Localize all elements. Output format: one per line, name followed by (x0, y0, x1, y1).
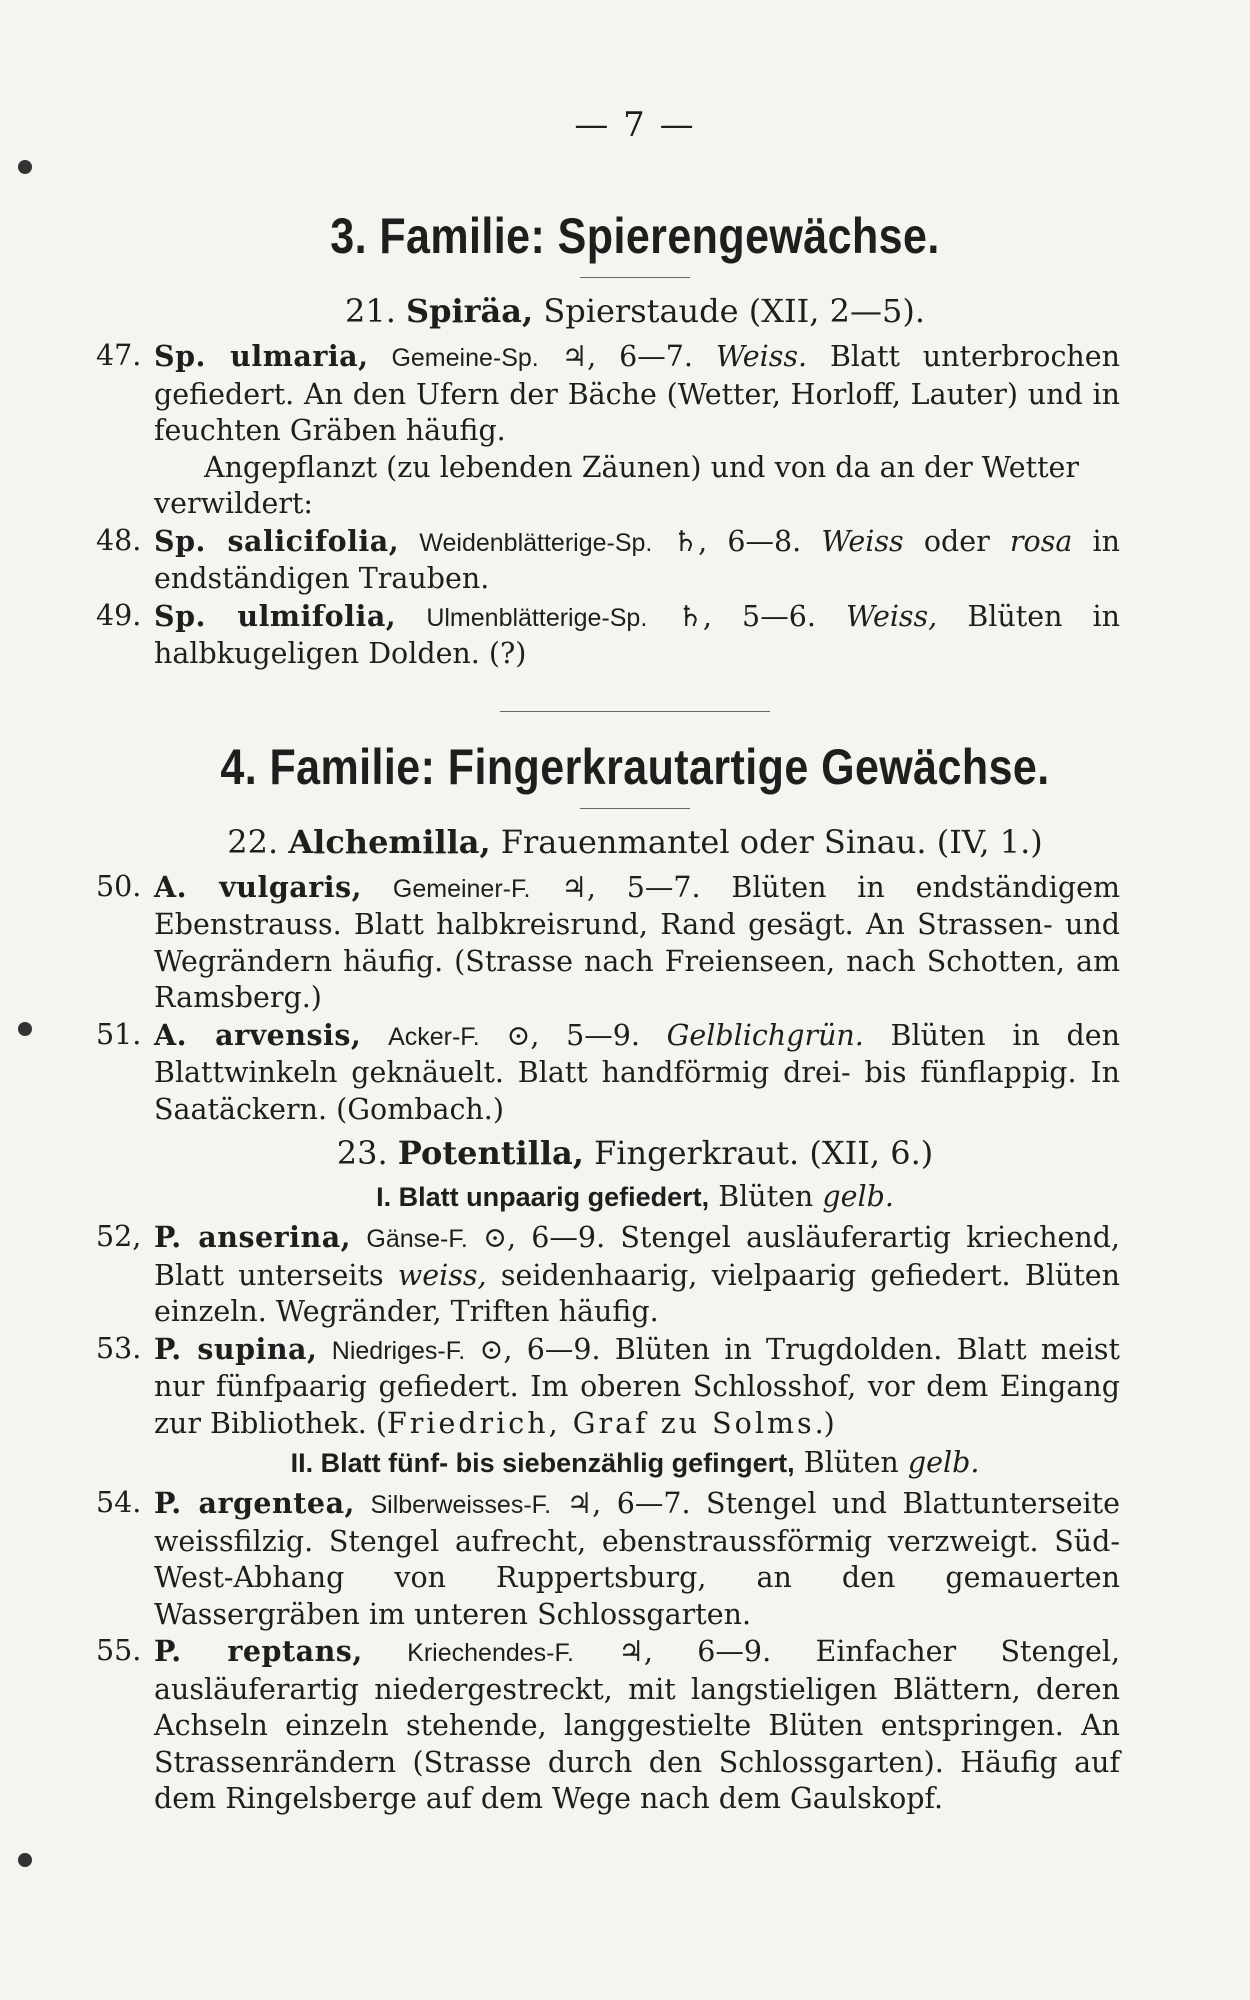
entry-54: 54. P. argentea, Silberweisses-F. ♃, 6—7. Stengel und Blattunterseite weissfilzig. Stengel aufrecht, ebenstraussförmig verzweigt. Süd-West-Abhang von Ruppertsburg, an den gemauerten Wassergräben im unteren Schlossgarten. (96, 1486, 1120, 1631)
divider (580, 808, 690, 809)
subheading-2: II. Blatt fünf- bis siebenzählig gefingert, Blüten gelb. (290, 1446, 980, 1479)
divider (580, 277, 690, 278)
family-3-title: 3. Familie: Spierengewächse. (330, 208, 940, 264)
subheading-1: I. Blatt unpaarig gefiedert, Blüten gelb. (376, 1180, 894, 1213)
page (96, 105, 1121, 1818)
punch-hole (18, 1853, 32, 1867)
divider (500, 711, 770, 712)
entry-49: 49. Sp. ulmifolia, Ulmenblätterige-Sp. ♄, 5—6. Weiss, Blüten in halbkugeligen Dolden. (?) (96, 598, 1120, 670)
genus-23: 23. Potentilla, Fingerkraut. (XII, 6.) (336, 1134, 934, 1172)
note-planted: Angepflanzt (zu lebenden Zäunen) und von da an der Wetter verwildert: (154, 450, 1080, 520)
entry-51: 51. A. arvensis, Acker-F. ⊙, 5—9. Gelblichgrün. Blüten in den Blattwinkeln geknäuelt. Blatt handförmig drei- bis fünflappig. In Saatäckern. (Gombach.) (96, 1017, 1120, 1126)
punch-hole (18, 1022, 32, 1036)
genus-21: 21. Spiräa, Spierstaude (XII, 2—5). (344, 292, 926, 330)
family-4-title: 4. Familie: Fingerkrautartige Gewächse. (220, 738, 1050, 795)
entry-53: 53. P. supina, Niedriges-F. ⊙, 6—9. Blüten in Trugdolden. Blatt meist nur fünfpaarig gefiedert. Im oberen Schlosshof, vor dem Eingang zur Bibliothek. (Friedrich, Graf zu Solms.) (96, 1331, 1121, 1440)
punch-hole (18, 160, 32, 174)
entry-55: 55. P. reptans, Kriechendes-F. ♃, 6—9. Einfacher Stengel, ausläuferartig niedergestreckt, mit langstieligen Blättern, deren Achseln einzeln stehende, langgestielte Blüten entspringen. An Strassenrändern (Strasse durch den Schlossgarten). Häufig auf dem Ringelsberge auf dem Wege nach dem Gaulskopf. (96, 1634, 1120, 1815)
page-number: — 7 — (574, 105, 696, 145)
genus-22: 22. Alchemilla, Frauenmantel oder Sinau. (IV, 1.) (227, 822, 1043, 861)
entry-48: 48. Sp. salicifolia, Weidenblätterige-Sp. ♄, 6—8. Weiss oder rosa in endständigen Trauben. (96, 523, 1120, 595)
entry-52: 52, P. anserina, Gänse-F. ⊙, 6—9. Stengel ausläuferartig kriechend, Blatt unterseits weiss, seidenhaarig, vielpaarig gefiedert. Blüten einzeln. Wegränder, Triften häufig. (96, 1220, 1120, 1328)
entry-47: 47. Sp. ulmaria, Gemeine-Sp. ♃, 6—7. Weiss. Blatt unterbrochen gefiedert. An den Ufern der Bäche (Wetter, Horloff, Lauter) und in feuchten Gräben häufig. (96, 339, 1120, 447)
entry-50: 50. A. vulgaris, Gemeiner-F. ♃, 5—7. Blüten in endständigem Ebenstrauss. Blatt halbkreisrund, Rand gesägt. An Strassen- und Wegrändern häufig. (Strasse nach Freienseen, nach Schotten, am Ramsberg.) (96, 869, 1120, 1014)
